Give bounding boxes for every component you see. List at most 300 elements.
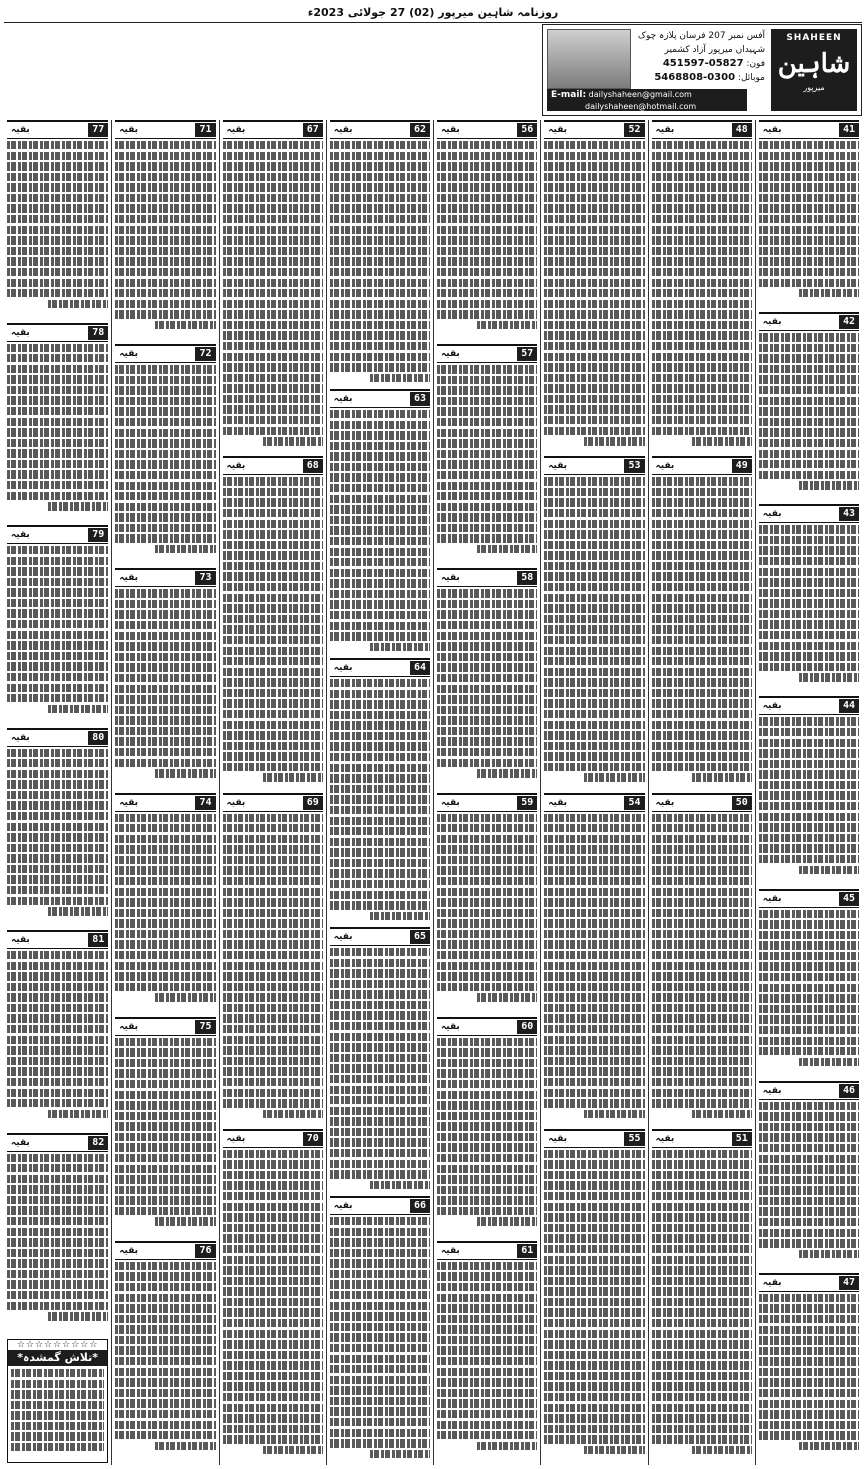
- story-columns: [4, 120, 862, 1465]
- continued-label: بقیہ: [333, 125, 353, 135]
- continued-label: بقیہ: [11, 1137, 30, 1148]
- story-text-block: [437, 1038, 537, 1226]
- text-line: [330, 1138, 430, 1146]
- text-line: [370, 374, 430, 382]
- text-line: [330, 1270, 430, 1278]
- continued-story: [330, 1196, 430, 1461]
- text-line: [7, 1036, 108, 1044]
- text-line: [759, 962, 859, 970]
- story-header: [544, 456, 644, 475]
- text-line: [330, 959, 430, 967]
- text-line: [7, 1164, 108, 1172]
- story-text-block: [759, 717, 859, 873]
- text-line: [7, 1185, 108, 1193]
- text-line: [437, 1272, 537, 1280]
- continued-label: بقیہ: [655, 1133, 675, 1144]
- text-line: [330, 1117, 430, 1125]
- text-line: [115, 1038, 215, 1046]
- continued-story: [330, 658, 430, 923]
- text-line: [544, 384, 644, 392]
- text-line: [652, 268, 752, 276]
- text-line: [223, 856, 323, 864]
- continued-label: بقیہ: [119, 349, 139, 360]
- text-line: [544, 204, 644, 212]
- text-line: [652, 657, 752, 665]
- text-line: [692, 1110, 752, 1118]
- text-line: [7, 1175, 108, 1183]
- contact-block: [635, 29, 765, 85]
- text-line: [115, 289, 215, 297]
- text-line: [115, 247, 215, 255]
- continued-story: [437, 344, 537, 564]
- text-line: [759, 236, 859, 244]
- text-line: [544, 374, 644, 382]
- text-line: [652, 1203, 752, 1211]
- text-line: [223, 1287, 323, 1295]
- text-line: [544, 236, 644, 244]
- text-line: [115, 898, 215, 906]
- continued-story: [544, 793, 644, 1125]
- text-line: [437, 439, 537, 447]
- text-line: [759, 173, 859, 181]
- text-line: [223, 321, 323, 329]
- story-number: 73: [195, 571, 215, 585]
- text-line: [330, 1001, 430, 1009]
- text-line: [7, 620, 108, 628]
- text-line: [7, 215, 108, 223]
- text-line: [544, 1099, 644, 1107]
- text-line: [7, 972, 108, 980]
- story-header: [652, 1129, 752, 1148]
- text-line: [330, 516, 430, 524]
- text-line: [330, 1160, 430, 1168]
- continued-label: بقیہ: [333, 1201, 353, 1211]
- text-line: [330, 194, 430, 202]
- text-line: [544, 1435, 644, 1443]
- text-line: [652, 814, 752, 822]
- text-line: [7, 588, 108, 596]
- text-line: [759, 973, 859, 981]
- text-line: [477, 321, 537, 329]
- text-line: [7, 749, 108, 757]
- text-line: [223, 1171, 323, 1179]
- story-header: [759, 312, 859, 331]
- story-text-block: [330, 1217, 430, 1458]
- text-line: [759, 257, 859, 265]
- text-line: [437, 503, 537, 511]
- continued-label: بقیہ: [333, 663, 353, 673]
- text-line: [155, 993, 215, 1001]
- text-line: [437, 1101, 537, 1109]
- text-line: [330, 679, 430, 687]
- text-line: [223, 488, 323, 496]
- text-line: [223, 509, 323, 517]
- text-line: [330, 257, 430, 265]
- text-line: [7, 247, 108, 255]
- continued-story: [223, 456, 323, 788]
- text-line: [223, 983, 323, 991]
- text-line: [437, 1207, 537, 1215]
- text-line: [544, 1203, 644, 1211]
- text-line: [759, 781, 859, 789]
- news-column: [755, 120, 862, 1465]
- text-line: [115, 1410, 215, 1418]
- text-line: [7, 396, 108, 404]
- text-line: [223, 353, 323, 361]
- text-line: [759, 279, 859, 287]
- story-header: [437, 120, 537, 139]
- text-line: [759, 739, 859, 747]
- text-line: [330, 1033, 430, 1041]
- text-line: [115, 1431, 215, 1439]
- text-line: [652, 300, 752, 308]
- story-number: 63: [410, 392, 430, 406]
- story-header: [7, 1133, 108, 1152]
- story-number: 41: [839, 123, 859, 137]
- text-line: [544, 930, 644, 938]
- text-line: [437, 919, 537, 927]
- text-line: [652, 636, 752, 644]
- text-line: [330, 473, 430, 481]
- text-line: [7, 1057, 108, 1065]
- text-line: [544, 1277, 644, 1285]
- story-number: 43: [839, 507, 859, 521]
- text-line: [330, 463, 430, 471]
- text-line: [7, 204, 108, 212]
- text-line: [437, 1059, 537, 1067]
- text-line: [652, 752, 752, 760]
- news-column: [648, 120, 755, 1465]
- text-line: [115, 674, 215, 682]
- text-line: [759, 1239, 859, 1247]
- text-line: [223, 1025, 323, 1033]
- text-line: [544, 866, 644, 874]
- email-2[interactable]: dailyshaheen@hotmail.com: [585, 102, 697, 111]
- text-line: [759, 344, 859, 352]
- text-line: [544, 710, 644, 718]
- text-line: [759, 823, 859, 831]
- continued-story: [759, 120, 859, 308]
- text-line: [115, 856, 215, 864]
- story-text-block: [759, 1102, 859, 1258]
- text-line: [652, 898, 752, 906]
- text-line: [437, 1389, 537, 1397]
- text-line: [115, 439, 215, 447]
- text-line: [330, 711, 430, 719]
- text-line: [759, 162, 859, 170]
- news-column: [219, 120, 326, 1465]
- continued-label: بقیہ: [226, 461, 246, 472]
- text-line: [437, 1283, 537, 1291]
- text-line: [544, 257, 644, 265]
- text-line: [223, 1340, 323, 1348]
- story-text-block: [115, 589, 215, 777]
- story-text-block: [759, 910, 859, 1066]
- text-line: [652, 1319, 752, 1327]
- text-line: [652, 173, 752, 181]
- email-1[interactable]: dailyshaheen@gmail.com: [588, 90, 692, 99]
- continued-label: بقیہ: [655, 797, 675, 808]
- continued-label: بقیہ: [762, 317, 782, 328]
- text-line: [437, 1038, 537, 1046]
- text-line: [115, 1325, 215, 1333]
- text-line: [223, 1351, 323, 1359]
- text-line: [544, 993, 644, 1001]
- text-line: [223, 1308, 323, 1316]
- text-line: [330, 537, 430, 545]
- text-line: [652, 1266, 752, 1274]
- text-line: [544, 1330, 644, 1338]
- text-line: [437, 1196, 537, 1204]
- text-line: [223, 1330, 323, 1338]
- text-line: [155, 1442, 215, 1450]
- text-line: [7, 1089, 108, 1097]
- text-line: [544, 395, 644, 403]
- text-line: [223, 1078, 323, 1086]
- text-line: [437, 1421, 537, 1429]
- text-line: [437, 183, 537, 191]
- text-line: [652, 1057, 752, 1065]
- text-line: [7, 1099, 108, 1107]
- text-line: [115, 972, 215, 980]
- text-line: [223, 236, 323, 244]
- text-line: [330, 1043, 430, 1051]
- text-line: [330, 173, 430, 181]
- text-line: [330, 969, 430, 977]
- text-line: [652, 257, 752, 265]
- text-line: [7, 641, 108, 649]
- text-line: [115, 279, 215, 287]
- text-line: [544, 1351, 644, 1359]
- text-line: [115, 407, 215, 415]
- text-line: [759, 749, 859, 757]
- text-line: [759, 1047, 859, 1055]
- lost-notice-title: *تلاش گمشدہ*: [8, 1350, 107, 1366]
- text-line: [652, 721, 752, 729]
- text-line: [7, 1025, 108, 1033]
- text-line: [115, 663, 215, 671]
- text-line: [759, 386, 859, 394]
- text-line: [437, 173, 537, 181]
- text-line: [115, 1368, 215, 1376]
- text-line: [652, 353, 752, 361]
- text-line: [223, 1319, 323, 1327]
- text-line: [330, 1238, 430, 1246]
- text-line: [330, 732, 430, 740]
- text-line: [115, 1154, 215, 1162]
- text-line: [759, 1347, 859, 1355]
- text-line: [544, 530, 644, 538]
- text-line: [11, 1432, 104, 1440]
- text-line: [223, 1266, 323, 1274]
- text-line: [544, 173, 644, 181]
- text-line: [223, 1099, 323, 1107]
- text-line: [759, 1155, 859, 1163]
- text-line: [652, 763, 752, 771]
- text-line: [652, 141, 752, 149]
- text-line: [652, 1025, 752, 1033]
- continued-label: بقیہ: [441, 797, 460, 808]
- text-line: [330, 431, 430, 439]
- text-line: [48, 502, 109, 510]
- text-line: [437, 450, 537, 458]
- story-text-block: [7, 951, 108, 1118]
- text-line: [544, 509, 644, 517]
- text-line: [437, 856, 537, 864]
- text-line: [115, 1272, 215, 1280]
- text-line: [115, 951, 215, 959]
- text-line: [544, 1308, 644, 1316]
- text-line: [223, 835, 323, 843]
- continued-label: بقیہ: [119, 573, 139, 584]
- continued-story: [330, 389, 430, 654]
- text-line: [115, 814, 215, 822]
- text-line: [544, 951, 644, 959]
- continued-story: [115, 568, 215, 788]
- text-line: [115, 183, 215, 191]
- story-text-block: [223, 477, 323, 782]
- text-line: [223, 951, 323, 959]
- text-line: [652, 416, 752, 424]
- text-line: [652, 1256, 752, 1264]
- text-line: [652, 866, 752, 874]
- text-line: [759, 407, 859, 415]
- text-line: [437, 1112, 537, 1120]
- text-line: [692, 1446, 752, 1454]
- text-line: [330, 611, 430, 619]
- text-line: [652, 1382, 752, 1390]
- text-line: [223, 752, 323, 760]
- story-header: [223, 120, 323, 139]
- text-line: [115, 365, 215, 373]
- text-line: [115, 204, 215, 212]
- text-line: [115, 706, 215, 714]
- text-line: [330, 1149, 430, 1157]
- story-text-block: [115, 365, 215, 553]
- text-line: [759, 1165, 859, 1173]
- text-line: [652, 647, 752, 655]
- text-line: [330, 1086, 430, 1094]
- text-line: [652, 226, 752, 234]
- text-line: [115, 909, 215, 917]
- text-line: [437, 642, 537, 650]
- text-line: [330, 152, 430, 160]
- text-line: [437, 972, 537, 980]
- text-line: [437, 589, 537, 597]
- text-line: [437, 898, 537, 906]
- text-line: [544, 1046, 644, 1054]
- continued-story: [652, 1129, 752, 1461]
- text-line: [115, 257, 215, 265]
- story-number: 64: [410, 661, 430, 675]
- text-line: [544, 983, 644, 991]
- text-line: [330, 526, 430, 534]
- text-line: [7, 684, 108, 692]
- text-line: [330, 774, 430, 782]
- text-line: [7, 1249, 108, 1257]
- text-line: [330, 632, 430, 640]
- story-number: 76: [195, 1244, 215, 1258]
- text-line: [437, 1069, 537, 1077]
- text-line: [7, 1259, 108, 1267]
- story-number: 54: [624, 796, 644, 810]
- continued-label: بقیہ: [762, 509, 782, 520]
- story-number: 81: [88, 933, 108, 947]
- text-line: [7, 812, 108, 820]
- continued-label: بقیہ: [11, 732, 30, 743]
- text-line: [437, 386, 537, 394]
- text-line: [330, 721, 430, 729]
- text-line: [652, 1099, 752, 1107]
- text-line: [7, 662, 108, 670]
- text-line: [544, 763, 644, 771]
- text-line: [223, 1393, 323, 1401]
- text-line: [115, 376, 215, 384]
- text-line: [7, 257, 108, 265]
- text-line: [330, 452, 430, 460]
- text-line: [115, 1186, 215, 1194]
- text-line: [223, 919, 323, 927]
- text-line: [544, 731, 644, 739]
- text-line: [115, 737, 215, 745]
- text-line: [7, 844, 108, 852]
- text-line: [544, 152, 644, 160]
- text-line: [652, 1046, 752, 1054]
- text-line: [437, 1431, 537, 1439]
- text-line: [544, 416, 644, 424]
- text-line: [223, 1435, 323, 1443]
- continued-label: بقیہ: [11, 125, 30, 135]
- text-line: [437, 1378, 537, 1386]
- text-line: [544, 1224, 644, 1232]
- text-line: [7, 173, 108, 181]
- text-line: [544, 636, 644, 644]
- continued-label: بقیہ: [226, 125, 246, 135]
- text-line: [223, 877, 323, 885]
- text-line: [115, 300, 215, 308]
- text-line: [544, 647, 644, 655]
- text-line: [330, 558, 430, 566]
- text-line: [223, 814, 323, 822]
- text-line: [544, 583, 644, 591]
- story-text-block: [7, 749, 108, 916]
- text-line: [330, 289, 430, 297]
- text-line: [115, 1091, 215, 1099]
- text-line: [330, 342, 430, 350]
- text-line: [759, 397, 859, 405]
- continued-story: [7, 323, 108, 522]
- text-line: [652, 194, 752, 202]
- text-line: [437, 674, 537, 682]
- text-line: [652, 919, 752, 927]
- text-line: [652, 1393, 752, 1401]
- text-line: [437, 845, 537, 853]
- text-line: [115, 141, 215, 149]
- text-line: [544, 300, 644, 308]
- text-line: [437, 621, 537, 629]
- text-line: [330, 1249, 430, 1257]
- text-line: [652, 1004, 752, 1012]
- text-line: [223, 1213, 323, 1221]
- text-line: [437, 1154, 537, 1162]
- text-line: [759, 1176, 859, 1184]
- text-line: [437, 429, 537, 437]
- text-line: [544, 1160, 644, 1168]
- text-line: [759, 215, 859, 223]
- text-line: [7, 183, 108, 191]
- story-header: [115, 1017, 215, 1036]
- story-number: 74: [195, 796, 215, 810]
